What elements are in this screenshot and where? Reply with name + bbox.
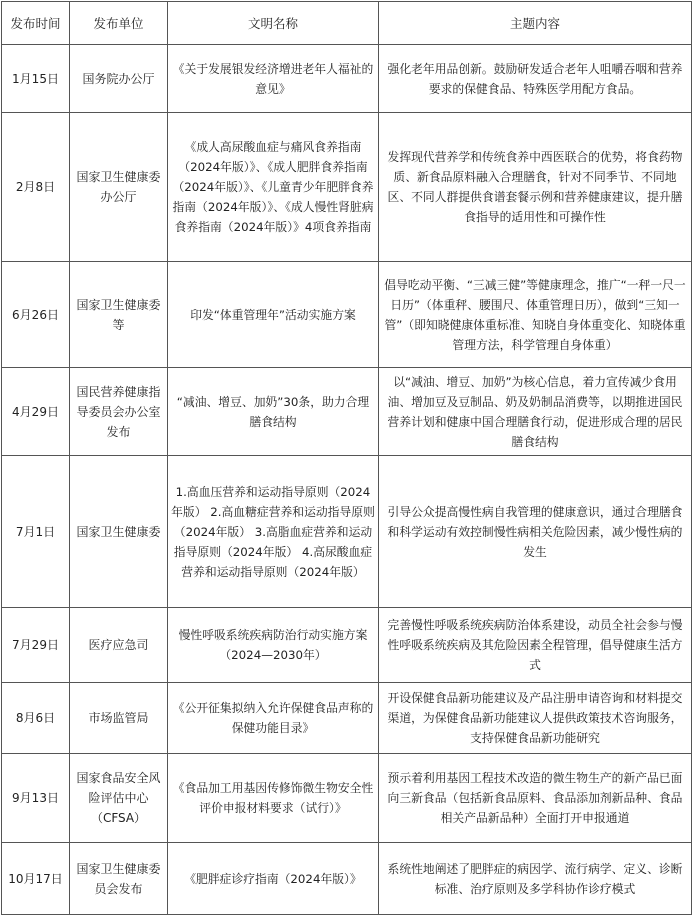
table-row: [2, 608, 692, 683]
cell-unit: 国家卫生健康委等: [70, 262, 168, 368]
cell-unit: 国家卫生健康委办公厅: [70, 113, 168, 262]
cell-date: 6月26日: [2, 262, 70, 368]
cell-content: 开设保健食品新功能建议及产品注册申请咨询和材料提交渠道，为保健食品新功能建议人提供政策技术咨询服务，支持保健食品新功能研究: [379, 683, 692, 754]
table-row: [2, 113, 692, 262]
cell-unit: 医疗应急司: [70, 608, 168, 683]
header-row: [2, 2, 692, 45]
cell-content: 预示着利用基因工程技术改造的微生物生产的新产品已面向三新食品（包括新食品原料、食品添加剂新品种、食品相关产品新品种）全面打开申报通道: [379, 754, 692, 843]
cell-date: 1月15日: [2, 45, 70, 113]
header-unit: 发布单位: [70, 2, 168, 45]
cell-doc: 印发“体重管理年”活动实施方案: [168, 262, 379, 368]
cell-unit: 国务院办公厅: [70, 45, 168, 113]
cell-content: 强化老年用品创新。鼓励研发适合老年人咀嚼吞咽和营养要求的保健食品、特殊医学用配方食品。: [379, 45, 692, 113]
cell-doc: 慢性呼吸系统疾病防治行动实施方案（2024—2030年）: [168, 608, 379, 683]
cell-doc: 《肥胖症诊疗指南（2024年版）》: [168, 843, 379, 915]
table-row: [2, 683, 692, 754]
cell-content: 发挥现代营养学和传统食养中西医联合的优势，将食药物质、新食品原料融入合理膳食，针对不同季节、不同地区、不同人群提供食谱套餐示例和营养健康建议，提升膳食指导的适用性和可操作性: [379, 113, 692, 262]
cell-date: 4月29日: [2, 368, 70, 456]
cell-date: 10月17日: [2, 843, 70, 915]
cell-unit: 国家食品安全风险评估中心（CFSA）: [70, 754, 168, 843]
cell-unit: 国民营养健康指导委员会办公室发布: [70, 368, 168, 456]
cell-unit: 国家卫生健康委: [70, 456, 168, 608]
header-date: 发布时间: [2, 2, 70, 45]
table-row: [2, 843, 692, 915]
table-row: [2, 368, 692, 456]
cell-date: 7月29日: [2, 608, 70, 683]
cell-date: 8月6日: [2, 683, 70, 754]
cell-content: 倡导吃动平衡、“三减三健”等健康理念，推广“一秤一尺一日历”（体重秤、腰围尺、体重管理日历），做到“三知一管”（即知晓健康体重标准、知晓自身体重变化、知晓体重管理方法，科学管理自身体重）: [379, 262, 692, 368]
table-row: [2, 754, 692, 843]
table-row: [2, 456, 692, 608]
cell-date: 2月8日: [2, 113, 70, 262]
cell-doc: 《成人高尿酸血症与痛风食养指南（2024年版）》、《成人肥胖食养指南（2024年版）》、《儿童青少年肥胖食养指南（2024年版）》、《成人慢性肾脏病食养指南（2024年版）》4项食养指南: [168, 113, 379, 262]
cell-content: 完善慢性呼吸系统疾病防治体系建设，动员全社会参与慢性呼吸系统疾病及其危险因素全程管理，倡导健康生活方式: [379, 608, 692, 683]
table-row: [2, 45, 692, 113]
cell-doc: 《关于发展银发经济增进老年人福祉的意见》: [168, 45, 379, 113]
cell-date: 9月13日: [2, 754, 70, 843]
cell-unit: 市场监管局: [70, 683, 168, 754]
cell-content: 系统性地阐述了肥胖症的病因学、流行病学、定义、诊断标准、治疗原则及多学科协作诊疗模式: [379, 843, 692, 915]
cell-doc: “减油、增豆、加奶”30条，助力合理膳食结构: [168, 368, 379, 456]
cell-doc: 1.高血压营养和运动指导原则（2024年版） 2.高血糖症营养和运动指导原则（2024年版） 3.高脂血症营养和运动指导原则（2024年版） 4.高尿酸血症营养和运动指导原则（2024年版）: [168, 456, 379, 608]
header-content: 主题内容: [379, 2, 692, 45]
table-row: [2, 262, 692, 368]
policy-table: [1, 1, 692, 915]
cell-date: 7月1日: [2, 456, 70, 608]
cell-doc: 《公开征集拟纳入允许保健食品声称的保健功能目录》: [168, 683, 379, 754]
cell-content: 引导公众提高慢性病自我管理的健康意识，通过合理膳食和科学运动有效控制慢性病相关危险因素，减少慢性病的发生: [379, 456, 692, 608]
cell-content: 以“减油、增豆、加奶”为核心信息，着力宣传减少食用油、增加豆及豆制品、奶及奶制品消费等，以期推进国民营养计划和健康中国合理膳食行动，促进形成合理的居民膳食结构: [379, 368, 692, 456]
cell-doc: 《食品加工用基因传修饰微生物安全性评价申报材料要求（试行）》: [168, 754, 379, 843]
header-doc: 文明名称: [168, 2, 379, 45]
cell-unit: 国家卫生健康委员会发布: [70, 843, 168, 915]
